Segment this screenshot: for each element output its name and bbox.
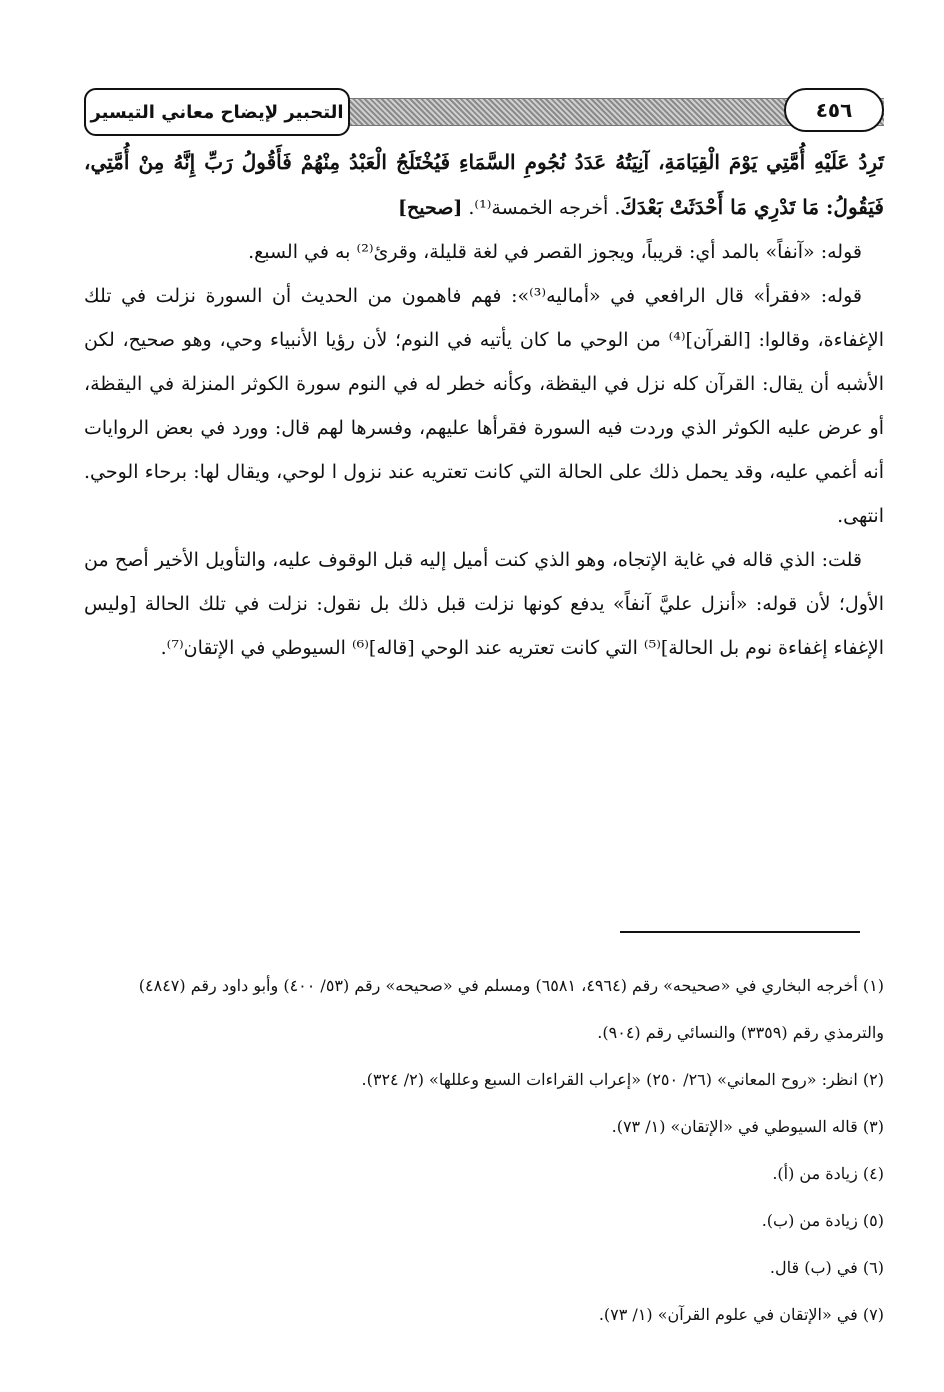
hadith-source: . أخرجه الخمسة⁽¹⁾. [462, 197, 621, 219]
paragraph-2: قوله: «آنفاً» بالمد أي: قريباً، ويجوز القصر في لغة قليلة، وقرئ⁽²⁾ به في السبع. [248, 241, 862, 263]
footnote-divider [620, 931, 860, 933]
hadith-grade: [صحيح] [397, 197, 463, 219]
hadith-text: تَرِدُ عَلَيْهِ أُمَّتِي يَوْمَ الْقِيَامَةِ، آنِيَتُهُ عَدَدُ نُجُومِ السَّمَاءِ فَيُخْتَلَجُ الْعَبْدُ مِنْهُمْ فَأَقُولُ رَبِّ إِنَّهُ مِنْ أُمَّتِي، فَيَقُولُ: مَا تَدْرِي مَا أَحْدَثَتْ بَعْدَكَ [84, 150, 884, 219]
footnote-5: (٥) زيادة من (ب). [761, 1211, 884, 1230]
footnote-3: (٣) قاله السيوطي في «الإتقان» (١/ ٧٣). [611, 1117, 884, 1136]
footnote-4: (٤) زيادة من (أ). [772, 1164, 884, 1183]
footnote-7: (٧) في «الإتقان في علوم القرآن» (١/ ٧٣). [598, 1305, 884, 1324]
footnote-1: (١) أخرجه البخاري في «صحيحه» رقم (٤٩٦٤، ٦٥٨١) ومسلم في «صحيحه» رقم (٥٣/ ٤٠٠) وأبو داود رقم (٤٨٤٧) والترمذي رقم (٣٣٥٩) والنسائي رقم (٩٠٤). [138, 976, 884, 1042]
page-header [84, 86, 884, 138]
footnote-6: (٦) في (ب) قال. [769, 1258, 884, 1277]
book-title: التحبير لإيضاح معاني التيسير [84, 88, 350, 136]
paragraph-4: قلت: الذي قاله في غاية الإتجاه، وهو الذي كنت أميل إليه قبل الوقوف عليه، والتأويل الأخير أصح من الأول؛ لأن قوله: «أنزل عليَّ آنفاً» يدفع كونها نزلت قبل ذلك بل نقول: نزلت في تلك الحالة [وليس الإغفاء إغفاءة نوم بل الحالة]⁽⁵⁾ التي كانت تعتريه عند الوحي [قاله]⁽⁶⁾ السيوطي في الإتقان⁽⁷⁾. [84, 549, 884, 659]
footnotes [84, 962, 884, 1338]
page-number: ٤٥٦ [784, 88, 884, 132]
paragraph-1 [84, 140, 884, 230]
footnote-2: (٢) انظر: «روح المعاني» (٢٦/ ٢٥٠) «إعراب القراءات السبع وعللها» (٢/ ٣٢٤). [361, 1070, 884, 1089]
main-text [84, 140, 884, 670]
paragraph-3: قوله: «فقرأ» قال الرافعي في «أماليه⁽³⁾»: فهم فاهمون من الحديث أن السورة نزلت في تلك الإغفاءة، وقالوا: [القرآن]⁽⁴⁾ من الوحي ما كان يأتيه في النوم؛ لأن رؤيا الأنبياء وحي، وهو صحيح، لكن الأشبه أن يقال: القرآن كله نزل في اليقظة، وكأنه خطر له في النوم سورة الكوثر المنزلة في اليقظة، أو عرض عليه الكوثر الذي وردت فيه السورة فقرأها عليهم، وفسرها لهم قال: وورد في بعض الروايات أنه أغمي عليه، وقد يحمل ذلك على الحالة التي كانت تعتريه عند نزول ا لوحي، ويقال لها: برحاء الوحي. انتهى. [84, 285, 884, 527]
